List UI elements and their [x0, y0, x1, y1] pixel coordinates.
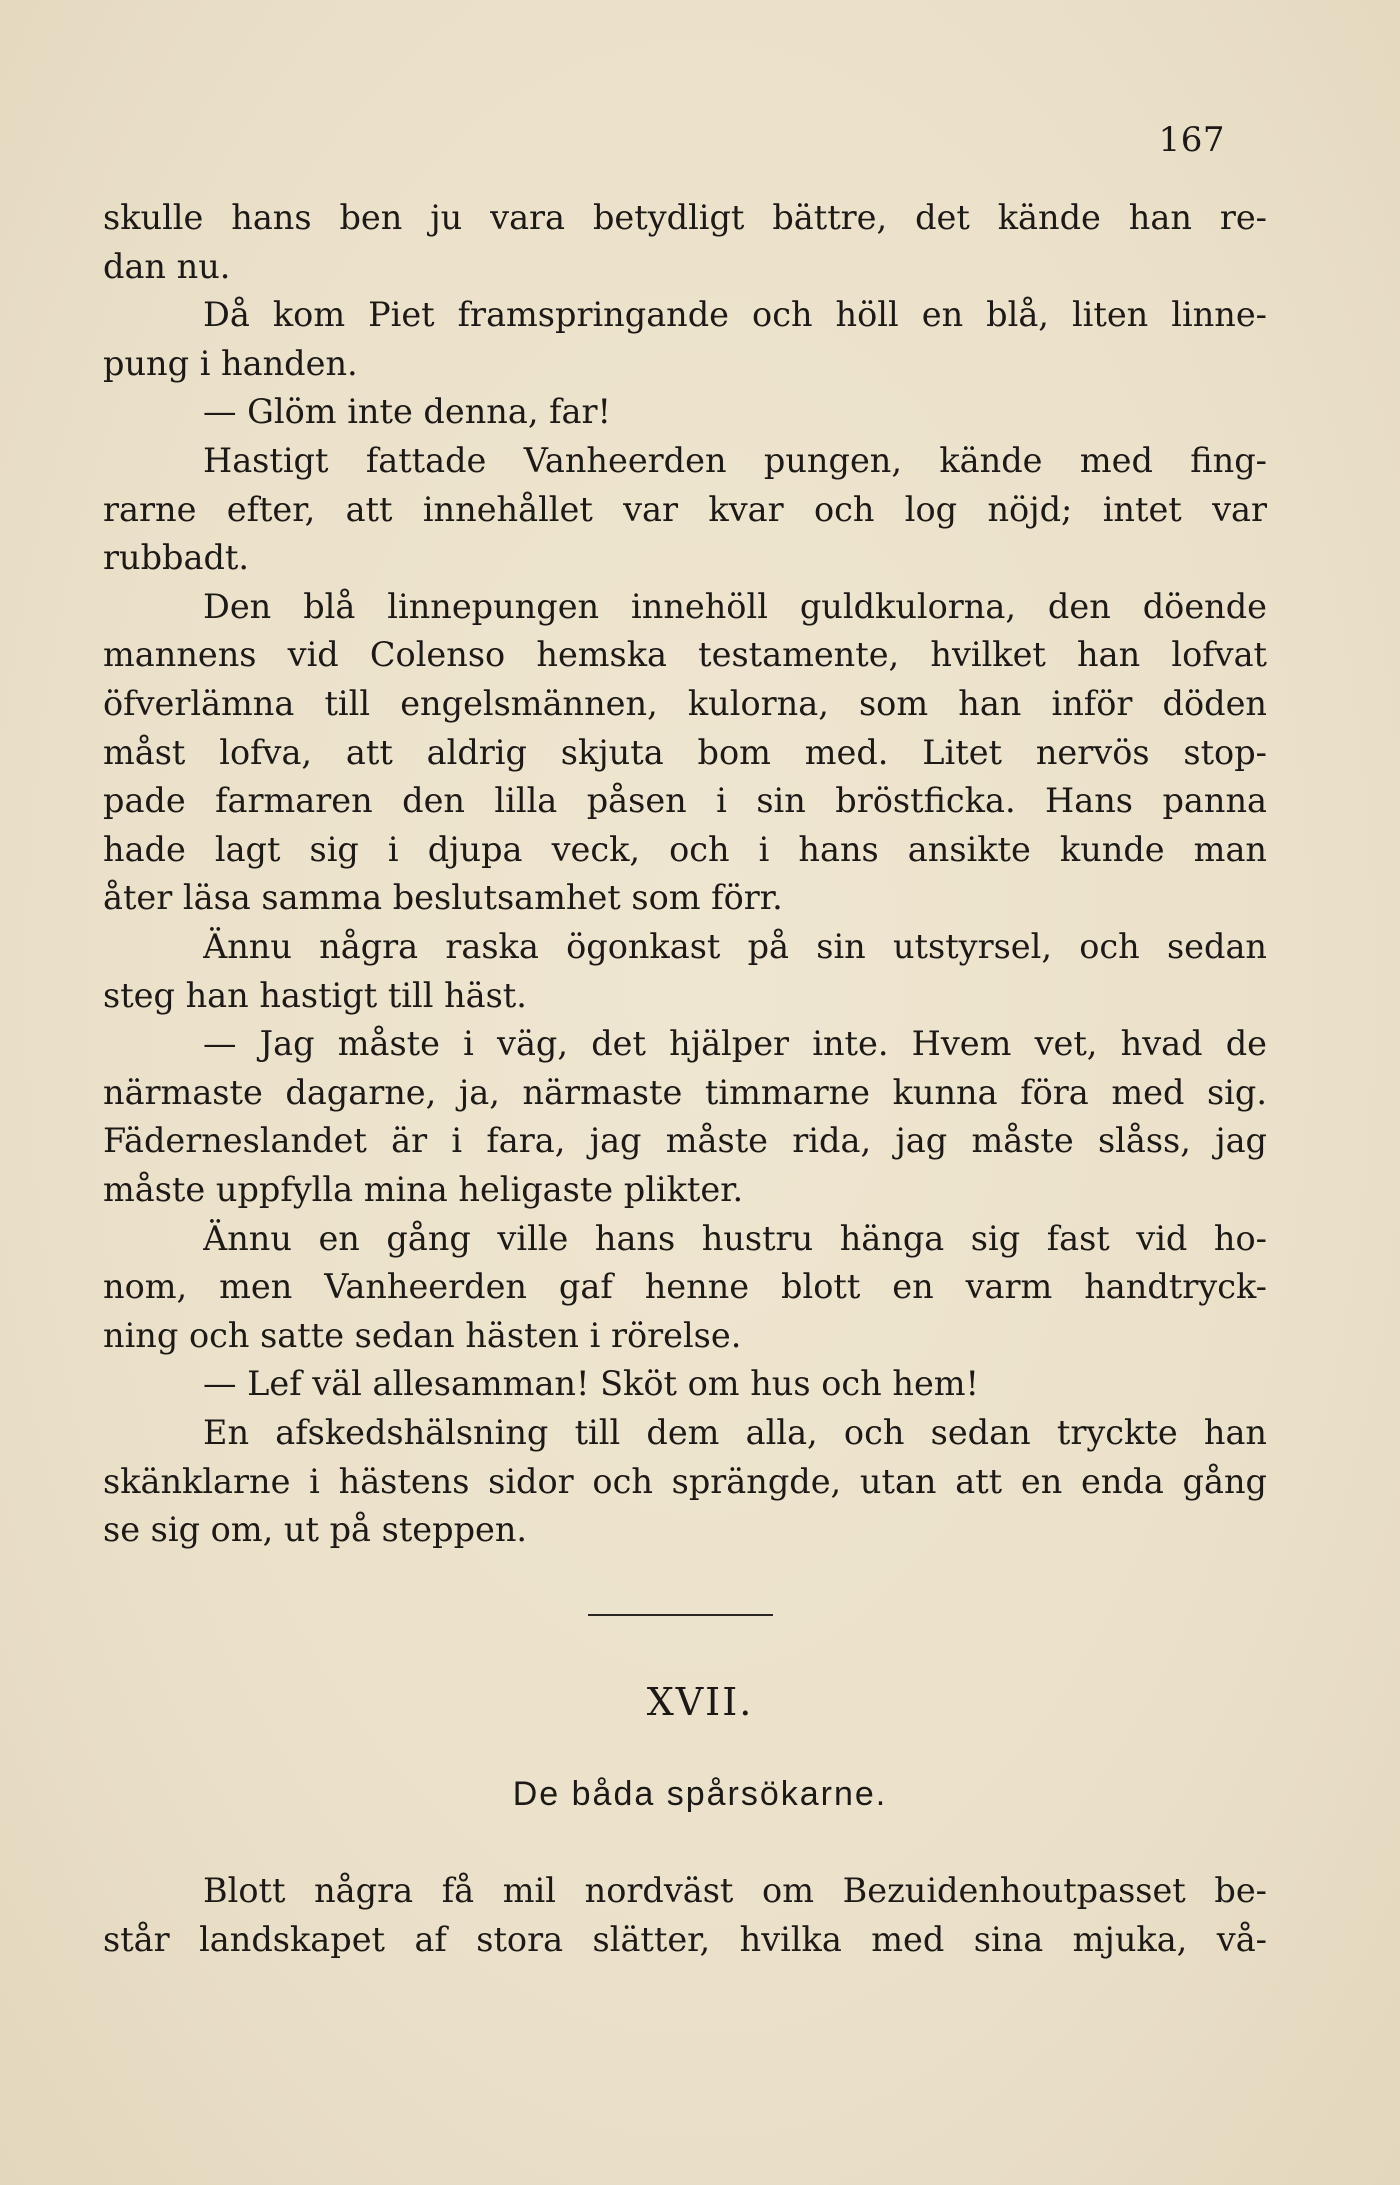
text-line: måst lofva, att aldrig skjuta bom med. Litet nervös stop- [103, 733, 1267, 772]
text-line: mannens vid Colenso hemska testamente, hvilket han lofvat [103, 635, 1267, 674]
text-line: pung i handen. [103, 344, 358, 383]
text-line: Då kom Piet framspringande och höll en blå, liten linne- [203, 295, 1267, 334]
text-line: se sig om, ut på steppen. [103, 1510, 528, 1549]
text-line: pade farmaren den lilla påsen i sin bröstficka. Hans panna [103, 781, 1267, 820]
text-line: Ännu en gång ville hans hustru hänga sig fast vid ho- [203, 1219, 1267, 1258]
text-line: rubbadt. [103, 538, 250, 577]
text-line: hade lagt sig i djupa veck, och i hans ansikte kunde man [103, 830, 1267, 869]
text-line: åter läsa samma beslutsamhet som förr. [103, 878, 783, 917]
text-line: rarne efter, att innehållet var kvar och log nöjd; intet var [103, 490, 1267, 529]
chapter-number: XVII. [646, 1680, 754, 1724]
chapter-title: De båda spårsökarne. [512, 1775, 888, 1813]
text-line: skulle hans ben ju vara betydligt bättre, det kände han re- [103, 198, 1267, 237]
text-line: nom, men Vanheerden gaf henne blott en varm handtryck- [103, 1267, 1267, 1306]
text-line: Hastigt fattade Vanheerden pungen, kände med fing- [203, 441, 1267, 480]
text-line: Blott några få mil nordväst om Bezuidenhoutpasset be- [203, 1871, 1267, 1910]
text-line: — Glöm inte denna, far! [203, 392, 611, 431]
page-number: 167 [1158, 120, 1225, 160]
text-line: Den blå linnepungen innehöll guldkulorna, den döende [203, 587, 1267, 626]
text-line: Fäderneslandet är i fara, jag måste rida, jag måste slåss, jag [103, 1121, 1267, 1160]
text-line: — Jag måste i väg, det hjälper inte. Hvem vet, hvad de [203, 1024, 1267, 1063]
text-line: öfverlämna till engelsmännen, kulorna, som han inför döden [103, 684, 1267, 723]
text-line: En afskedshälsning till dem alla, och sedan tryckte han [203, 1413, 1267, 1452]
text-line: — Lef väl allesamman! Sköt om hus och hem! [203, 1364, 979, 1403]
text-line: måste uppfylla mina heligaste plikter. [103, 1170, 744, 1209]
text-line: steg han hastigt till häst. [103, 976, 527, 1015]
text-line: dan nu. [103, 247, 231, 286]
text-line: står landskapet af stora slätter, hvilka med sina mjuka, vå- [103, 1920, 1267, 1959]
text-line: ning och satte sedan hästen i rörelse. [103, 1316, 742, 1355]
text-line: närmaste dagarne, ja, närmaste timmarne kunna föra med sig. [103, 1073, 1267, 1112]
section-divider [588, 1614, 773, 1616]
text-line: skänklarne i hästens sidor och sprängde, utan att en enda gång [103, 1462, 1267, 1501]
text-line: Ännu några raska ögonkast på sin utstyrsel, och sedan [203, 927, 1267, 966]
